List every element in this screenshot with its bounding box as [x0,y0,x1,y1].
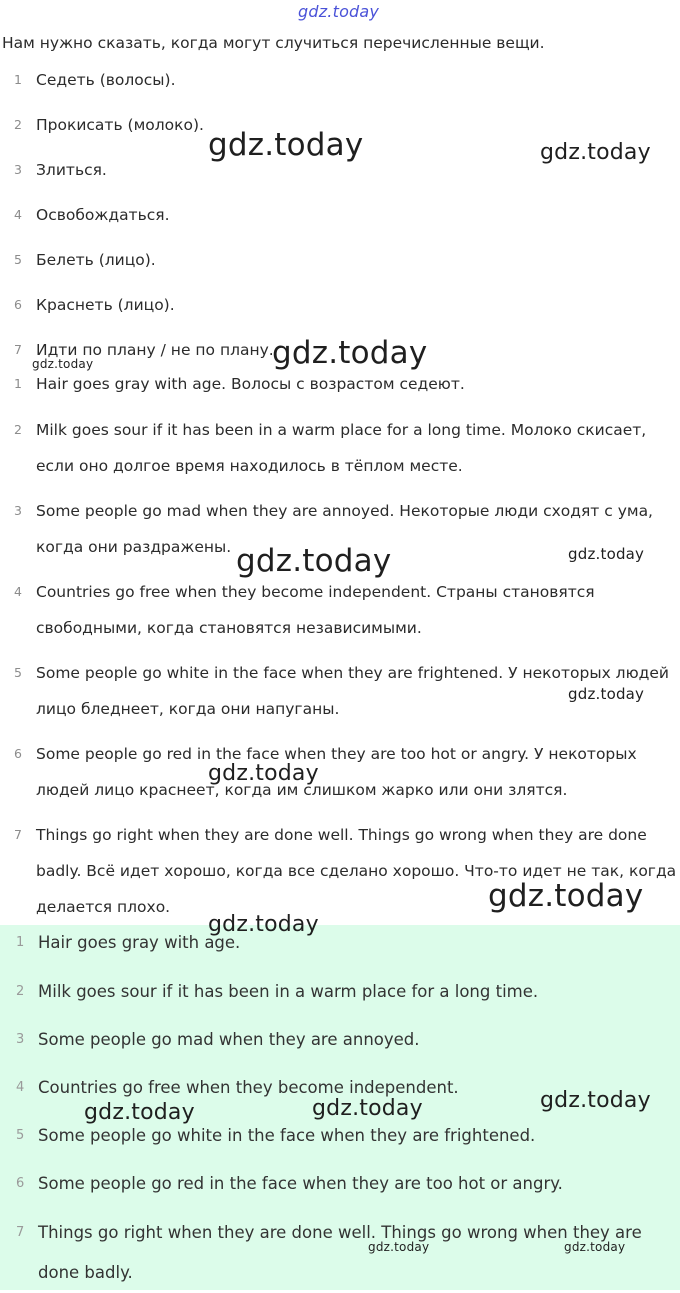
item-number: 1 [14,376,22,391]
item-number: 4 [14,584,22,599]
item-text: Hair goes gray with age. [38,933,241,952]
item-text: Some people go white in the face when they are frightened. У некоторых людей лицо бледнеет, когда они напуганы. [36,664,669,718]
watermark: gdz.today [564,1240,626,1254]
item-number: 6 [16,1176,25,1191]
watermark: gdz.today [368,1240,430,1254]
intro-text: Нам нужно сказать, когда могут случиться перечисленные вещи. [2,34,545,52]
watermark: gdz.today [208,761,319,786]
watermark: gdz.today [272,335,428,371]
item-number: 2 [14,422,22,437]
item-text: Milk goes sour if it has been in a warm place for a long time. [38,982,539,1001]
watermark: gdz.today [540,1088,651,1113]
item-text: Злиться. [36,161,107,179]
item-text: Белеть (лицо). [36,251,156,269]
item-text: Идти по плану / не по плану. [36,341,274,359]
watermark: gdz.today [568,545,645,563]
item-number: 7 [14,827,22,842]
item-number: 4 [14,207,22,222]
watermark: gdz.today [488,878,644,914]
watermark: gdz.today [208,127,364,163]
item-number: 3 [16,1032,25,1047]
item-number: 5 [16,1128,25,1143]
item-number: 3 [14,162,22,177]
item-number: 6 [14,297,22,312]
item-text: Some people go mad when they are annoyed. Некоторые люди сходят с ума, когда они раздражены. [36,502,653,556]
watermark: gdz.today [540,140,651,165]
item-text: Седеть (волосы). [36,71,176,89]
item-text: Countries go free when they become independent. Страны становятся свободными, когда становятся независимыми. [36,583,595,637]
item-number: 4 [16,1080,25,1095]
item-text: Some people go mad when they are annoyed. [38,1030,420,1049]
item-number: 1 [16,935,25,950]
item-text: Some people go red in the face when they are too hot or angry. У некоторых людей лицо краснеет, когда им слишком жарко или они злятся. [36,745,637,799]
item-text: Milk goes sour if it has been in a warm place for a long time. Молоко скисает, если оно долгое время находилось в тёплом месте. [36,421,647,475]
item-number: 5 [14,665,22,680]
item-number: 2 [16,984,25,999]
item-text: Countries go free when they become independent. [38,1078,459,1097]
watermark: gdz.today [312,1096,423,1121]
item-text: Some people go red in the face when they are too hot or angry. [38,1174,563,1193]
item-text: Освобождаться. [36,206,170,224]
item-text: Hair goes gray with age. Волосы с возрастом седеют. [36,375,465,393]
item-number: 2 [14,117,22,132]
item-number: 7 [16,1225,25,1240]
item-text: Some people go white in the face when they are frightened. [38,1126,536,1145]
item-text: Things go right when they are done well. Things go wrong when they are done badly. [38,1223,642,1282]
item-number: 7 [14,342,22,357]
watermark: gdz.today [84,1100,195,1125]
watermark: gdz.today [208,912,319,937]
item-text: Things go right when they are done well. Things go wrong when they are done badly. Всё идет хорошо, когда все сделано хорошо. Что-то идет не так, когда делается плохо. [36,826,677,916]
site-logo-watermark: gdz.today [298,2,380,21]
item-text: Краснеть (лицо). [36,296,175,314]
item-text: Прокисать (молоко). [36,116,204,134]
watermark: gdz.today [32,357,94,371]
item-number: 5 [14,252,22,267]
item-number: 1 [14,72,22,87]
item-number: 6 [14,746,22,761]
item-number: 3 [14,503,22,518]
watermark: gdz.today [236,543,392,579]
watermark: gdz.today [568,685,645,703]
